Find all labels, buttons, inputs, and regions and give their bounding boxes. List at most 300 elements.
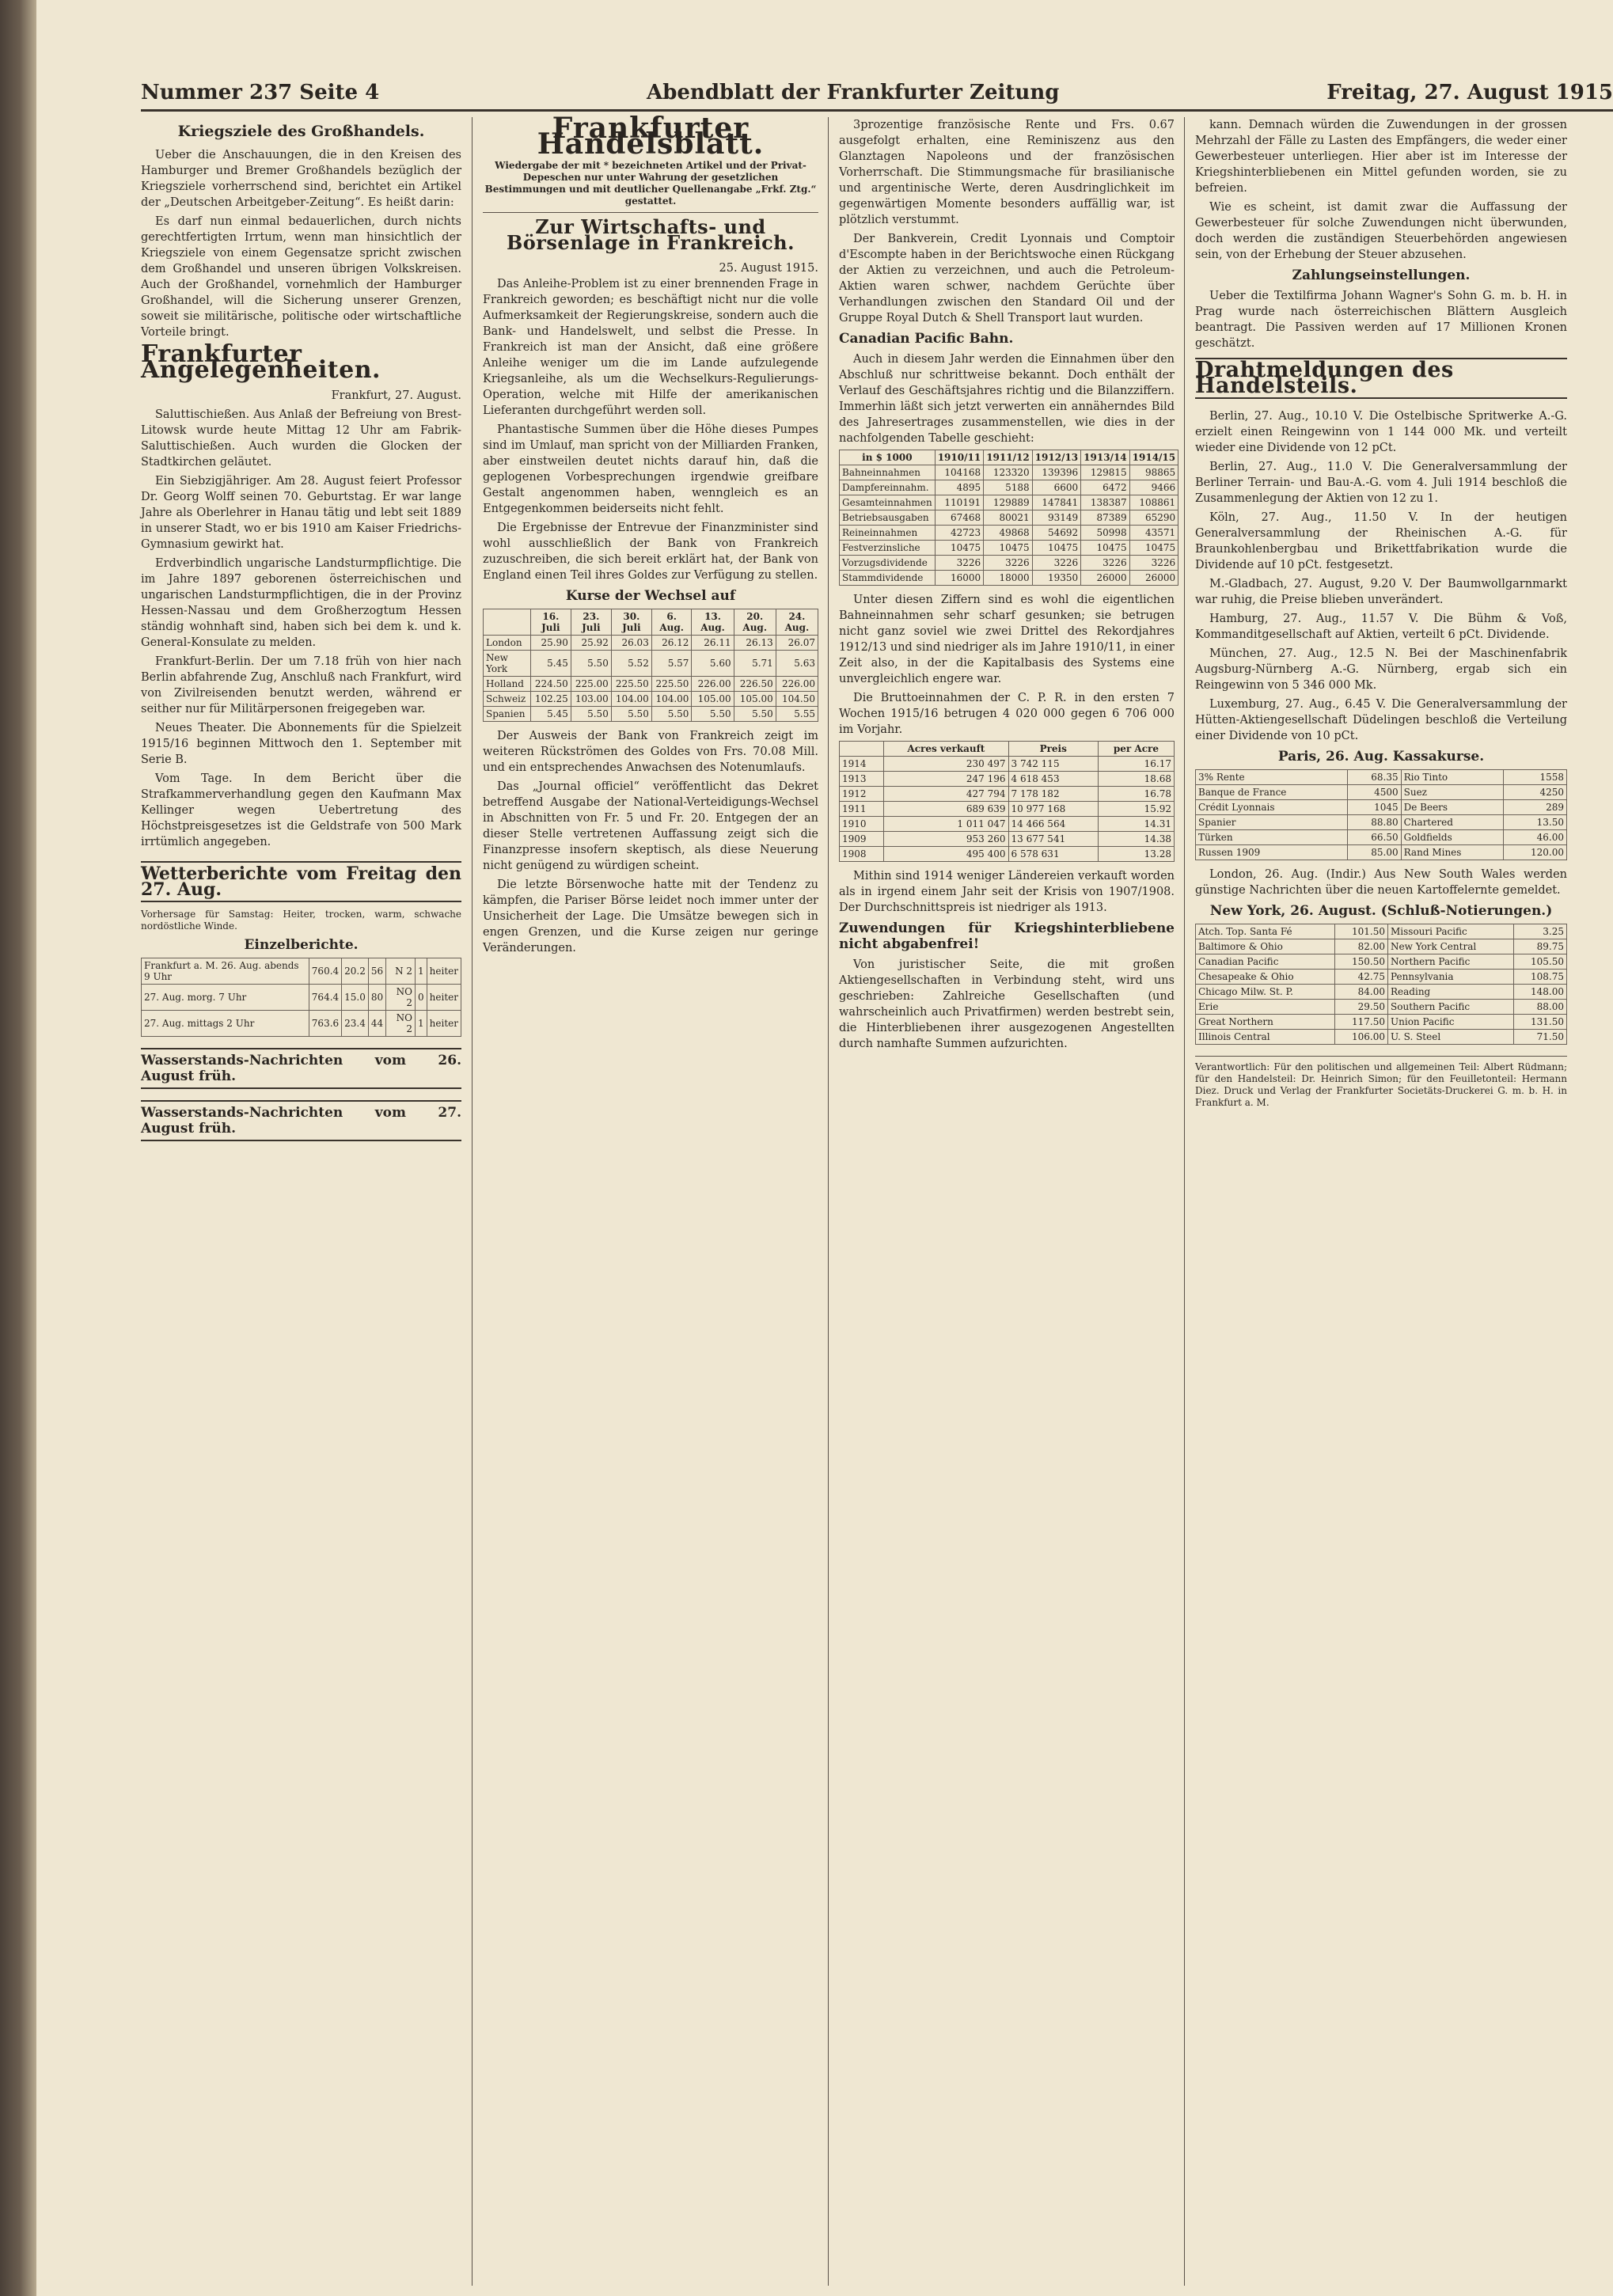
table-cell: 129889 xyxy=(984,495,1032,510)
table-cell: 5.45 xyxy=(530,651,571,677)
table-cell: 54692 xyxy=(1032,526,1080,541)
paragraph: Mithin sind 1914 weniger Ländereien verkauft worden als in irgend einem Jahr seit der Krisis von 1907/1908. Der Durchschnittspreis ist niedriger als 1913. xyxy=(839,870,1175,914)
table-cell: 9466 xyxy=(1129,480,1178,495)
paragraph: Der Ausweis der Bank von Frankreich zeigt im weiteren Rückströmen des Goldes von Frs. 70.08 Mill. und ein entsprechendes Anwachsen des Notenumlaufs. xyxy=(483,730,818,774)
table-cell: 1911 xyxy=(840,802,884,817)
table-cell: 1558 xyxy=(1504,770,1567,785)
table-cell: 42.75 xyxy=(1334,970,1387,985)
table-cell: Reineinnahmen xyxy=(840,526,936,541)
table-cell: 43571 xyxy=(1129,526,1178,541)
table-cell: 4500 xyxy=(1348,785,1401,800)
table-cell: 5.71 xyxy=(734,651,776,677)
table-cell: N 2 xyxy=(386,958,416,985)
table-row xyxy=(840,847,1175,862)
table-header-cell: 1911/12 xyxy=(984,450,1032,465)
table-cell: 226.50 xyxy=(734,677,776,692)
table-cell: 26000 xyxy=(1129,571,1178,586)
table-header-cell: Preis xyxy=(1008,742,1098,757)
table-row xyxy=(484,707,818,722)
table-cell: Northern Pacific xyxy=(1388,954,1514,970)
table-row xyxy=(484,636,818,651)
table-row xyxy=(142,958,461,985)
table-cell: 108861 xyxy=(1129,495,1178,510)
table-cell: 6 578 631 xyxy=(1008,847,1098,862)
table-cell: 131.50 xyxy=(1513,1015,1566,1030)
column-rule xyxy=(472,117,473,2286)
table-row xyxy=(840,787,1175,802)
table-cell: 25.90 xyxy=(530,636,571,651)
table-row xyxy=(1196,1000,1567,1015)
table-cell: 0 xyxy=(416,985,427,1011)
table-cell: 5.45 xyxy=(530,707,571,722)
table-cell: 15.92 xyxy=(1098,802,1174,817)
table-cell: Holland xyxy=(484,677,531,692)
table-cell: 225.50 xyxy=(611,677,651,692)
table-cell: 88.80 xyxy=(1348,815,1401,830)
table-row xyxy=(1196,785,1567,800)
table-cell: 139396 xyxy=(1032,465,1080,480)
table-cell: 13.28 xyxy=(1098,847,1174,862)
table-cell: Gesamteinnahmen xyxy=(840,495,936,510)
table-cell: 14.38 xyxy=(1098,832,1174,847)
table-cell: Rand Mines xyxy=(1401,845,1504,860)
table-cell: 495 400 xyxy=(884,847,1008,862)
table-cell: 16.17 xyxy=(1098,757,1174,772)
table-cell: 3% Rente xyxy=(1196,770,1348,785)
table-cell: 10475 xyxy=(935,541,983,556)
table-cell: 82.00 xyxy=(1334,939,1387,954)
table-cell: 10475 xyxy=(1129,541,1178,556)
table-row xyxy=(840,465,1178,480)
table-cell: NO 2 xyxy=(386,1011,416,1037)
table-cell: 1 xyxy=(416,958,427,985)
paragraph: Das Anleihe-Problem ist zu einer brennenden Frage in Frankreich geworden; es beschäftigt nicht nur die volle Aufmerksamkeit der Regierungskreise, sondern auch die Bank- und Handelswelt, und selbst die Presse. In Frankreich ist man der Ansicht, daß eine größere Anleihe weniger um die im Lande aufzulegende Kriegsanleihe, als um die Wechselkurs-Regulierungs-Operation, welche mit Hilfe der amerikanischen Lieferanten durchgeführt werden soll. xyxy=(483,278,818,417)
table-header-cell xyxy=(484,609,531,636)
table-cell: heiter xyxy=(427,985,461,1011)
table-row xyxy=(1196,985,1567,1000)
table-header-cell: 1913/14 xyxy=(1081,450,1129,465)
table-cell: 18.68 xyxy=(1098,772,1174,787)
table-cell: 29.50 xyxy=(1334,1000,1387,1015)
paragraph: Luxemburg, 27. Aug., 6.45 V. Die Generalversammlung der Hütten-Aktiengesellschaft Düdelingen beschloß die Verteilung einer Dividende von 10 pCt. xyxy=(1195,698,1567,742)
table-cell: 50998 xyxy=(1081,526,1129,541)
table-cell: 102.25 xyxy=(530,692,571,707)
paragraph: M.-Gladbach, 27. August, 9.20 V. Der Baumwollgarnmarkt war ruhig, die Preise blieben unverändert. xyxy=(1195,578,1567,606)
table-cell: 7 178 182 xyxy=(1008,787,1098,802)
table-row xyxy=(840,556,1178,571)
table-cell: 120.00 xyxy=(1504,845,1567,860)
paragraph: Unter diesen Ziffern sind es wohl die eigentlichen Bahneinnahmen sehr scharf gesunken; sie betrugen nicht ganz soviel wie zwei Drittel des Rekordjahres 1912/13 und sind niedriger als im Jahre 1910/11, in einer Zeit also, in der die Kapitalbasis des Systems eine unvergleichlich engere war. xyxy=(839,594,1175,685)
table-cell: 27. Aug. morg. 7 Uhr xyxy=(142,985,309,1011)
imprint: Verantwortlich: Für den politischen und allgemeinen Teil: Albert Rüdmann; für den Handelsteil: Dr. Heinrich Simon; für den Feuilletonteil: Hermann Diez. Druck und Verlag der Frankfurter Societäts-Druckerei G. m. b. H. in Frankfurt a. M. xyxy=(1195,1056,1567,1109)
table-cell: 226.00 xyxy=(692,677,734,692)
weather-forecast: Vorhersage für Samstag: Heiter, trocken, warm, schwache nordöstliche Winde. xyxy=(141,909,461,932)
table-cell: 46.00 xyxy=(1504,830,1567,845)
paragraph: London, 26. Aug. (Indir.) Aus New South Wales werden günstige Nachrichten über die neuen Kartoffelernte gemeldet. xyxy=(1195,868,1567,897)
table-cell: 689 639 xyxy=(884,802,1008,817)
table-cell: 5.50 xyxy=(651,707,692,722)
table-row xyxy=(840,541,1178,556)
table-cell: 104168 xyxy=(935,465,983,480)
table-cell: 10475 xyxy=(984,541,1032,556)
exchange-table-title: Kurse der Wechsel auf xyxy=(565,588,736,604)
paragraph: Wie es scheint, ist damit zwar die Auffassung der Gewerbesteuer für solche Zuwendungen nicht überwunden, doch werden die zuständigen Steuerbehörden angewiesen sein, von der Erhebung der Steuer abzusehen. xyxy=(1195,201,1567,261)
table-cell: Canadian Pacific xyxy=(1196,954,1335,970)
table-header-cell xyxy=(840,742,884,757)
table-cell: 10 977 168 xyxy=(1008,802,1098,817)
table-cell: 19350 xyxy=(1032,571,1080,586)
table-row xyxy=(142,985,461,1011)
new-york-quotes-title: New York, 26. August. (Schluß-Notierungen.) xyxy=(1209,903,1553,919)
table-cell: 953 260 xyxy=(884,832,1008,847)
table-header-cell: 6. Aug. xyxy=(651,609,692,636)
table-cell: London xyxy=(484,636,531,651)
water-levels-title-2: Wasserstands-Nachrichten vom 27. August früh. xyxy=(141,1100,461,1141)
table-header-cell: 13. Aug. xyxy=(692,609,734,636)
paragraph: Von juristischer Seite, die mit großen Aktiengesellschaften in Verbindung steht, wird uns geschrieben: Zahlreiche Gesellschaften (und wahrscheinlich auch Privatfirmen) werden bestrebt sein, die Hinterbliebenen ihrer ausgezogenen Angestellten durch namhafte Summen aufzurichten. xyxy=(839,958,1175,1050)
cpr-table xyxy=(839,450,1178,586)
paragraph: Die Bruttoeinnahmen der C. P. R. in den ersten 7 Wochen 1915/16 betrugen 4 020 000 gegen 6 706 000 im Vorjahr. xyxy=(839,692,1175,736)
paragraph: 3prozentige französische Rente und Frs. 0.67 ausgefolgt erhalten, eine Reminiszenz aus den Glanztagen Napoleons und der französischen Vorherrschaft. Die Stimmungsmache für brasilianische und argentinische Werte, deren Ausdringlichkeit im gegenwärtigen Momente besonders auffällig war, ist plötzlich verstummt. xyxy=(839,119,1175,226)
table-cell: 1912 xyxy=(840,787,884,802)
table-header-cell: 23. Juli xyxy=(571,609,611,636)
table-cell: 289 xyxy=(1504,800,1567,815)
table-cell: 101.50 xyxy=(1334,924,1387,939)
paragraph: Auch in diesem Jahr werden die Einnahmen über den Abschluß nur schrittweise bekannt. Doch enthält der Verlauf des Geschäftsjahres richtig und die Bilanzziffern. Immerhin läßt sich jetzt verwerten ein annäherndes Bild des Jahresertrages zusammenstellen, wie dies in der nachfolgenden Tabelle geschieht: xyxy=(839,353,1175,445)
column-3 xyxy=(839,117,1175,2286)
table-cell: 26000 xyxy=(1081,571,1129,586)
table-cell: 230 497 xyxy=(884,757,1008,772)
table-cell: 6600 xyxy=(1032,480,1080,495)
issue-date: Freitag, 27. August 1915 xyxy=(1326,81,1613,104)
table-cell: 103.00 xyxy=(571,692,611,707)
table-header-cell: per Acre xyxy=(1098,742,1174,757)
table-row xyxy=(484,651,818,677)
table-cell: 1910 xyxy=(840,817,884,832)
table-row xyxy=(840,817,1175,832)
table-cell: 16.78 xyxy=(1098,787,1174,802)
table-cell: 89.75 xyxy=(1513,939,1566,954)
table-cell: 15.0 xyxy=(342,985,369,1011)
table-row xyxy=(840,495,1178,510)
table-cell: Chartered xyxy=(1401,815,1504,830)
table-cell: 80 xyxy=(368,985,385,1011)
table-cell: 106.00 xyxy=(1334,1030,1387,1045)
table-cell: Banque de France xyxy=(1196,785,1348,800)
table-cell: 67468 xyxy=(935,510,983,526)
column-2 xyxy=(483,112,818,2286)
table-cell: 110191 xyxy=(935,495,983,510)
table-cell: Great Northern xyxy=(1196,1015,1335,1030)
paragraph: Hamburg, 27. Aug., 11.57 V. Die Bühm & Voß, Kommanditgesellschaft auf Aktien, verteilt 6 pCt. Dividende. xyxy=(1195,613,1567,641)
section-title: Frankfurter Handelsblatt. xyxy=(537,112,765,161)
table-cell: 5.52 xyxy=(611,651,651,677)
table-cell: 147841 xyxy=(1032,495,1080,510)
table-cell: 68.35 xyxy=(1348,770,1401,785)
table-cell: Goldfields xyxy=(1401,830,1504,845)
table-cell: Festverzinsliche xyxy=(840,541,936,556)
table-row xyxy=(1196,954,1567,970)
table-cell: 25.92 xyxy=(571,636,611,651)
table-row xyxy=(1196,815,1567,830)
table-row xyxy=(484,677,818,692)
table-cell: 85.00 xyxy=(1348,845,1401,860)
table-header-cell: 1912/13 xyxy=(1032,450,1080,465)
table-row xyxy=(1196,770,1567,785)
table-cell: 104.00 xyxy=(611,692,651,707)
paragraph: Der Bankverein, Credit Lyonnais und Comptoir d'Escompte haben in der Berichtswoche einen Rückgang der Aktien zu verzeichnen, und auch die Petroleum-Aktien waren schwer, nachdem Gerüchte über Verhandlungen zwischen den Standard Oil und der Gruppe Royal Dutch & Shell Transport laut wurden. xyxy=(839,233,1175,324)
table-cell: NO 2 xyxy=(386,985,416,1011)
table-cell: 105.00 xyxy=(734,692,776,707)
table-cell: 26.13 xyxy=(734,636,776,651)
column-rule xyxy=(828,117,829,2286)
table-cell: heiter xyxy=(427,1011,461,1037)
table-row xyxy=(1196,830,1567,845)
table-header-cell: Acres verkauft xyxy=(884,742,1008,757)
paragraph: Neues Theater. Die Abonnements für die Spielzeit 1915/16 beginnen Mittwoch den 1. September mit Serie B. xyxy=(141,722,461,766)
paragraph: Das „Journal officiel“ veröffentlicht das Dekret betreffend Ausgabe der National-Verteidigungs-Wechsel in Abschnitten von Fr. 5 und Fr. 20. Entgegen der an dieser Stelle vertretenen Auffassung zeigt sich die Finanzpresse insofern skeptisch, als diese Neuerung nicht genügend zu würdigen scheint. xyxy=(483,780,818,872)
weather-table xyxy=(141,958,461,1037)
table-cell: 5188 xyxy=(984,480,1032,495)
table-cell: 3226 xyxy=(1032,556,1080,571)
table-row xyxy=(840,526,1178,541)
table-cell: New York xyxy=(484,651,531,677)
table-cell: 87389 xyxy=(1081,510,1129,526)
table-cell: 6472 xyxy=(1081,480,1129,495)
paragraph: Erdverbindlich ungarische Landsturmpflichtige. Die im Jahre 1897 geborenen österreichischen und ungarischen Landsturmpflichtigen, die in der Provinz Hessen-Nassau und dem Großherzogtum Hessen ständig wohnhaft sind, haben sich bei dem k. und k. General-Konsulate zu melden. xyxy=(141,557,461,649)
table-cell: 105.00 xyxy=(692,692,734,707)
article-title: Zuwendungen für Kriegshinterbliebene nicht abgabenfrei! xyxy=(839,920,1175,952)
table-cell: 123320 xyxy=(984,465,1032,480)
table-cell: 764.4 xyxy=(309,985,341,1011)
table-cell: Southern Pacific xyxy=(1388,1000,1514,1015)
article-title: Zur Wirtschafts- und Börsenlage in Frankreich. xyxy=(506,215,795,254)
masthead xyxy=(141,78,1613,112)
paragraph: Ein Siebzigjähriger. Am 28. August feiert Professor Dr. Georg Wolff seinen 70. Geburtstag. Er war lange Jahre als Oberlehrer in Hanau tätig und lebt seit 1889 in unserer Stadt, wo er bis 1910 am Kaiser Friedrichs-Gymnasium gewirkt hat. xyxy=(141,475,461,551)
table-row xyxy=(1196,1030,1567,1045)
reprint-notice: Wiedergabe der mit * bezeichneten Artikel und der Privat-Depeschen nur unter Wahrung der gesetzlichen Bestimmungen und mit deutlicher Quellenangabe „Frkf. Ztg.“ gestattet. xyxy=(483,160,818,213)
paris-quotes-title: Paris, 26. Aug. Kassakurse. xyxy=(1277,749,1485,765)
column-rule xyxy=(1184,117,1185,2286)
table-cell: 3.25 xyxy=(1513,924,1566,939)
table-cell: 138387 xyxy=(1081,495,1129,510)
table-header-cell: 30. Juli xyxy=(611,609,651,636)
weather-title: Wetterberichte vom Freitag den 27. Aug. xyxy=(141,861,461,902)
section-title: Drahtmeldungen des Handelsteils. xyxy=(1195,358,1567,399)
table-cell: Betriebsausgaben xyxy=(840,510,936,526)
table-cell: Bahneinnahmen xyxy=(840,465,936,480)
paragraph: Phantastische Summen über die Höhe dieses Pumpes sind im Umlauf, man spricht von der Milliarden Franken, aber einstweilen deutet nichts darauf hin, daß die geplogenen Vorbesprechungen irgendwie greifbare Gestalt angenommen haben, wenngleich es an Entgegenkommen beiderseits nicht fehlt. xyxy=(483,423,818,515)
table-cell: 5.50 xyxy=(571,707,611,722)
table-cell: 1 011 047 xyxy=(884,817,1008,832)
table-cell: 224.50 xyxy=(530,677,571,692)
land-sales-table xyxy=(839,741,1175,862)
table-header-cell: 24. Aug. xyxy=(776,609,818,636)
table-cell: 104.00 xyxy=(651,692,692,707)
table-cell: 26.12 xyxy=(651,636,692,651)
table-cell: 27. Aug. mittags 2 Uhr xyxy=(142,1011,309,1037)
table-cell: heiter xyxy=(427,958,461,985)
table-cell: 3226 xyxy=(935,556,983,571)
table-cell: 5.50 xyxy=(611,707,651,722)
table-cell: Baltimore & Ohio xyxy=(1196,939,1335,954)
table-cell: Missouri Pacific xyxy=(1388,924,1514,939)
table-cell: Russen 1909 xyxy=(1196,845,1348,860)
table-cell: 5.50 xyxy=(692,707,734,722)
paragraph: Die Ergebnisse der Entrevue der Finanzminister sind wohl ausschließlich der Bank von Frankreich zuzuschreiben, die sich bereit erklärt hat, der Bank von England einen Teil ihres Goldes zur Verfügung zu stellen. xyxy=(483,522,818,582)
paragraph: Saluttischießen. Aus Anlaß der Befreiung von Brest-Litowsk wurde heute Mittag 12 Uhr am Fabrik-Saluttischießen. Auch wurden die Glocken der Stadtkirchen geläutet. xyxy=(141,408,461,469)
table-cell: 1 xyxy=(416,1011,427,1037)
article-date: 25. August 1915. xyxy=(719,262,818,275)
new-york-quotes-table xyxy=(1195,924,1567,1045)
table-row xyxy=(840,802,1175,817)
table-cell: 247 196 xyxy=(884,772,1008,787)
table-cell: 1908 xyxy=(840,847,884,862)
table-header-cell: 16. Juli xyxy=(530,609,571,636)
table-cell: 1909 xyxy=(840,832,884,847)
paragraph: Ueber die Textilfirma Johann Wagner's Sohn G. m. b. H. in Prag wurde nach österreichischen Blättern Ausgleich beantragt. Die Passiven werden auf 17 Millionen Kronen geschätzt. xyxy=(1195,290,1567,350)
table-row xyxy=(1196,845,1567,860)
table-cell: 65290 xyxy=(1129,510,1178,526)
newspaper-title: Abendblatt der Frankfurter Zeitung xyxy=(647,81,1060,104)
table-cell: 3226 xyxy=(984,556,1032,571)
table-row xyxy=(1196,800,1567,815)
table-cell: 88.00 xyxy=(1513,1000,1566,1015)
table-cell: 13 677 541 xyxy=(1008,832,1098,847)
table-header-cell: 20. Aug. xyxy=(734,609,776,636)
table-cell: 13.50 xyxy=(1504,815,1567,830)
table-row xyxy=(1196,924,1567,939)
table-cell: 16000 xyxy=(935,571,983,586)
weather-table-title: Einzelberichte. xyxy=(244,937,359,953)
table-cell: U. S. Steel xyxy=(1388,1030,1514,1045)
paragraph: Ueber die Anschauungen, die in den Kreisen des Hamburger und Bremer Großhandels bezüglich der Kriegsziele vorherrschend sind, berichtet ein Artikel der „Deutschen Arbeitgeber-Zeitung“. Es heißt darin: xyxy=(141,149,461,209)
article-title: Canadian Pacific Bahn. xyxy=(839,331,1014,347)
article-title: Zahlungseinstellungen. xyxy=(1292,268,1471,283)
table-cell: Illinois Central xyxy=(1196,1030,1335,1045)
table-cell: 14 466 564 xyxy=(1008,817,1098,832)
table-cell: 14.31 xyxy=(1098,817,1174,832)
table-row xyxy=(142,1011,461,1037)
table-cell: 56 xyxy=(368,958,385,985)
table-cell: 1045 xyxy=(1348,800,1401,815)
book-binding xyxy=(0,0,36,2296)
table-cell: 3 742 115 xyxy=(1008,757,1098,772)
table-row xyxy=(1196,939,1567,954)
table-cell: 3226 xyxy=(1081,556,1129,571)
table-cell: 49868 xyxy=(984,526,1032,541)
table-cell: Spanier xyxy=(1196,815,1348,830)
table-row xyxy=(840,832,1175,847)
table-cell: 42723 xyxy=(935,526,983,541)
table-cell: 26.03 xyxy=(611,636,651,651)
table-cell: Atch. Top. Santa Fé xyxy=(1196,924,1335,939)
exchange-table xyxy=(483,609,818,722)
table-cell: 108.75 xyxy=(1513,970,1566,985)
table-cell: 20.2 xyxy=(342,958,369,985)
newspaper-page xyxy=(46,0,1613,2296)
table-cell: Schweiz xyxy=(484,692,531,707)
paragraph: Es darf nun einmal bedauerlichen, durch nichts gerechtfertigten Irrtum, wenn man hinsichtlich der Kriegsziele von einem Gegensatze spricht zwischen dem Großhandel und unseren übrigen Volkskreisen. Auch der Großhandel, vornehmlich der Hamburger Großhandel, will die Sicherung unserer Grenzen, soweit sie militärische, politische oder wirtschaftliche Vorteile bringt. xyxy=(141,215,461,339)
table-row xyxy=(484,692,818,707)
paragraph: kann. Demnach würden die Zuwendungen in der grossen Mehrzahl der Fälle zu Lasten des Empfängers, die weder einer Gewerbesteuer unterliegen. Hier aber ist im Interesse der Kriegshinterbliebenen ein Mittel gefunden worden, sie zu befreien. xyxy=(1195,119,1567,195)
table-header-cell: in $ 1000 xyxy=(840,450,936,465)
column-4 xyxy=(1195,117,1567,2286)
table-cell: Crédit Lyonnais xyxy=(1196,800,1348,815)
table-cell: 5.50 xyxy=(571,651,611,677)
paragraph: Die letzte Börsenwoche hatte mit der Tendenz zu kämpfen, die Pariser Börse leidet noch immer unter der Unsicherheit der Lage. Die Umsätze bewegen sich in engen Grenzen, und die Kurse zeigen nur geringe Veränderungen. xyxy=(483,879,818,954)
water-levels-title-1: Wasserstands-Nachrichten vom 26. August früh. xyxy=(141,1048,461,1089)
table-cell: Pennsylvania xyxy=(1388,970,1514,985)
table-cell: Chesapeake & Ohio xyxy=(1196,970,1335,985)
table-cell: Stammdividende xyxy=(840,571,936,586)
table-cell: 1913 xyxy=(840,772,884,787)
table-cell: 80021 xyxy=(984,510,1032,526)
table-cell: 5.60 xyxy=(692,651,734,677)
table-cell: 84.00 xyxy=(1334,985,1387,1000)
section-title: Frankfurter Angelegenheiten. xyxy=(141,340,381,384)
table-row xyxy=(1196,970,1567,985)
table-cell: Suez xyxy=(1401,785,1504,800)
table-cell: 105.50 xyxy=(1513,954,1566,970)
paragraph: Berlin, 27. Aug., 10.10 V. Die Ostelbische Spritwerke A.-G. erzielt einen Reingewinn von 1 144 000 Mk. und verteilt wieder eine Dividende von 12 pCt. xyxy=(1195,410,1567,454)
table-cell: 5.57 xyxy=(651,651,692,677)
table-cell: 226.00 xyxy=(776,677,818,692)
table-cell: 117.50 xyxy=(1334,1015,1387,1030)
table-cell: 4 618 453 xyxy=(1008,772,1098,787)
table-cell: Vorzugsdividende xyxy=(840,556,936,571)
table-cell: Dampfereinnahm. xyxy=(840,480,936,495)
table-cell: Spanien xyxy=(484,707,531,722)
table-cell: 5.63 xyxy=(776,651,818,677)
table-header-cell: 1914/15 xyxy=(1129,450,1178,465)
table-row xyxy=(840,772,1175,787)
table-cell: Rio Tinto xyxy=(1401,770,1504,785)
table-cell: Reading xyxy=(1388,985,1514,1000)
table-cell: 5.50 xyxy=(734,707,776,722)
article-title: Kriegsziele des Großhandels. xyxy=(177,123,425,140)
dateline: Frankfurt, 27. August. xyxy=(331,389,461,402)
table-cell: 44 xyxy=(368,1011,385,1037)
table-cell: 129815 xyxy=(1081,465,1129,480)
table-cell: 93149 xyxy=(1032,510,1080,526)
column-1 xyxy=(141,117,461,2286)
table-cell: 225.50 xyxy=(651,677,692,692)
table-cell: Frankfurt a. M. 26. Aug. abends 9 Uhr xyxy=(142,958,309,985)
table-cell: 3226 xyxy=(1129,556,1178,571)
table-cell: 23.4 xyxy=(342,1011,369,1037)
table-cell: New York Central xyxy=(1388,939,1514,954)
table-row xyxy=(1196,1015,1567,1030)
table-cell: 427 794 xyxy=(884,787,1008,802)
table-cell: 150.50 xyxy=(1334,954,1387,970)
paris-quotes-table xyxy=(1195,769,1567,860)
table-cell: 18000 xyxy=(984,571,1032,586)
table-cell: Chicago Milw. St. P. xyxy=(1196,985,1335,1000)
table-row xyxy=(840,757,1175,772)
table-cell: 66.50 xyxy=(1348,830,1401,845)
paragraph: Frankfurt-Berlin. Der um 7.18 früh von hier nach Berlin abfahrende Zug, Anschluß nach Frankfurt, wird von Zivilreisenden benutzt werden, während er seither nur für Militärpersonen freigegeben war. xyxy=(141,655,461,715)
table-cell: 1914 xyxy=(840,757,884,772)
table-header-cell: 1910/11 xyxy=(935,450,983,465)
table-cell: 98865 xyxy=(1129,465,1178,480)
table-cell: De Beers xyxy=(1401,800,1504,815)
table-cell: 4250 xyxy=(1504,785,1567,800)
paragraph: Vom Tage. In dem Bericht über die Strafkammerverhandlung gegen den Kaufmann Max Kellinger wegen Uebertretung des Höchstpreisgesetzes ist die Geldstrafe von 500 Mark irrtümlich angegeben. xyxy=(141,772,461,848)
table-cell: 10475 xyxy=(1032,541,1080,556)
table-cell: 10475 xyxy=(1081,541,1129,556)
paragraph: München, 27. Aug., 12.5 N. Bei der Maschinenfabrik Augsburg-Nürnberg A.-G. Nürnberg, ergab sich ein Reingewinn von 5 346 000 Mk. xyxy=(1195,647,1567,692)
